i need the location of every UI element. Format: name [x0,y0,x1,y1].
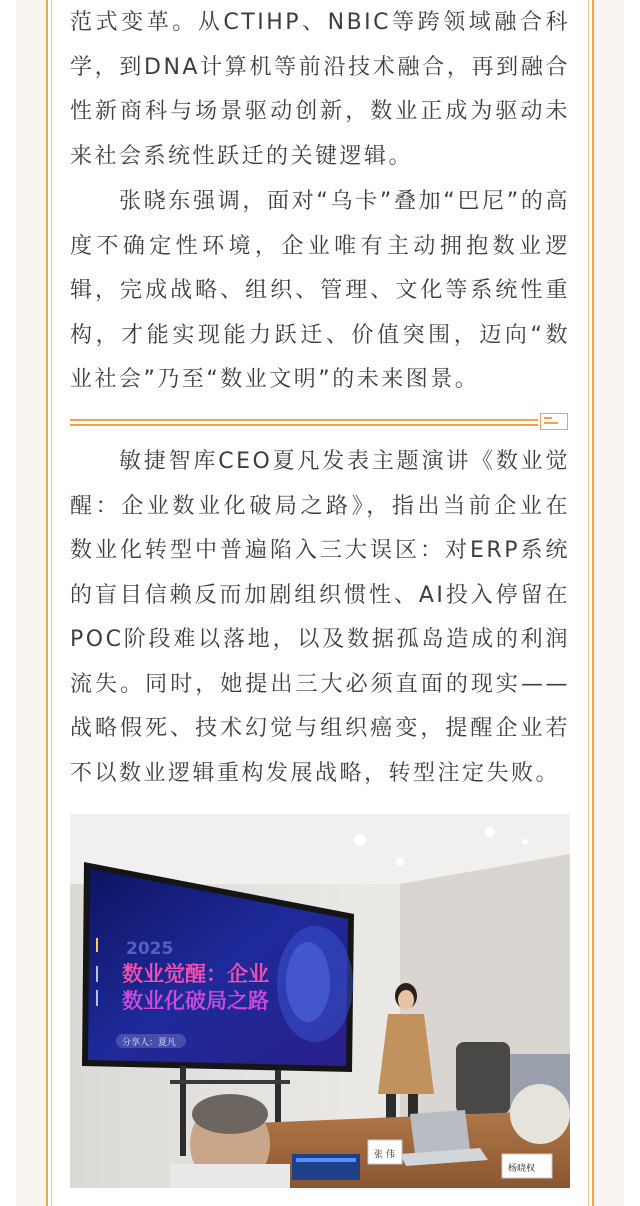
nameplate-left: 张 伟 [374,1150,395,1160]
paragraph-paradigm-shift: 范式变革。从CTIHP、NBIC等跨领域融合科学，到DNA计算机等前沿技术融合，再到融合性新商科与场景驱动创新，数业正成为驱动未来社会系统性跃迁的关键逻辑。 [70,10,570,169]
right-frame-line [592,0,594,1206]
right-frame-line-inner [588,0,589,1206]
paragraph-xia-fan-speech: 敏捷智库CEO夏凡发表主题演讲《数业觉醒：企业数业化破局之路》，指出当前企业在数业化转型中普遍陷入三大误区：对ERP系统的盲目信赖反而加剧组织惯性、AI投入停留在POC阶段难以落地，以及数据孤岛造成的利润流失。同时，她提出三大必须直面的现实——战略假死、技术幻觉与组织癌变，提醒企业若不以数业逻辑重构发展战略，转型注定失败。 [70,449,570,786]
divider-ornament-icon [540,413,568,430]
speech-photo [70,814,570,1188]
section-divider [70,412,570,432]
screen-presenter: 分享人：夏凡 [122,1038,177,1048]
left-frame-line-inner [51,0,52,1206]
screen-title-line1: 数业觉醒：企业 [122,962,269,986]
left-frame-line [46,0,48,1206]
screen-year: 2025 [126,939,174,959]
right-margin-strip [594,0,624,1206]
screen-title-line2: 数业化破局之路 [122,989,269,1013]
paragraph-zhang-xiaodong: 张晓东强调，面对“乌卡”叠加“巴尼”的高度不确定性环境，企业唯有主动拥抱数业逻辑，完成战略、组织、管理、文化等系统性重构，才能实现能力跃迁、价值突围，迈向“数业社会”乃至“数业文明”的未来图景。 [70,189,570,392]
nameplate-right: 杨晓权 [508,1164,536,1174]
left-margin-strip [16,0,46,1206]
